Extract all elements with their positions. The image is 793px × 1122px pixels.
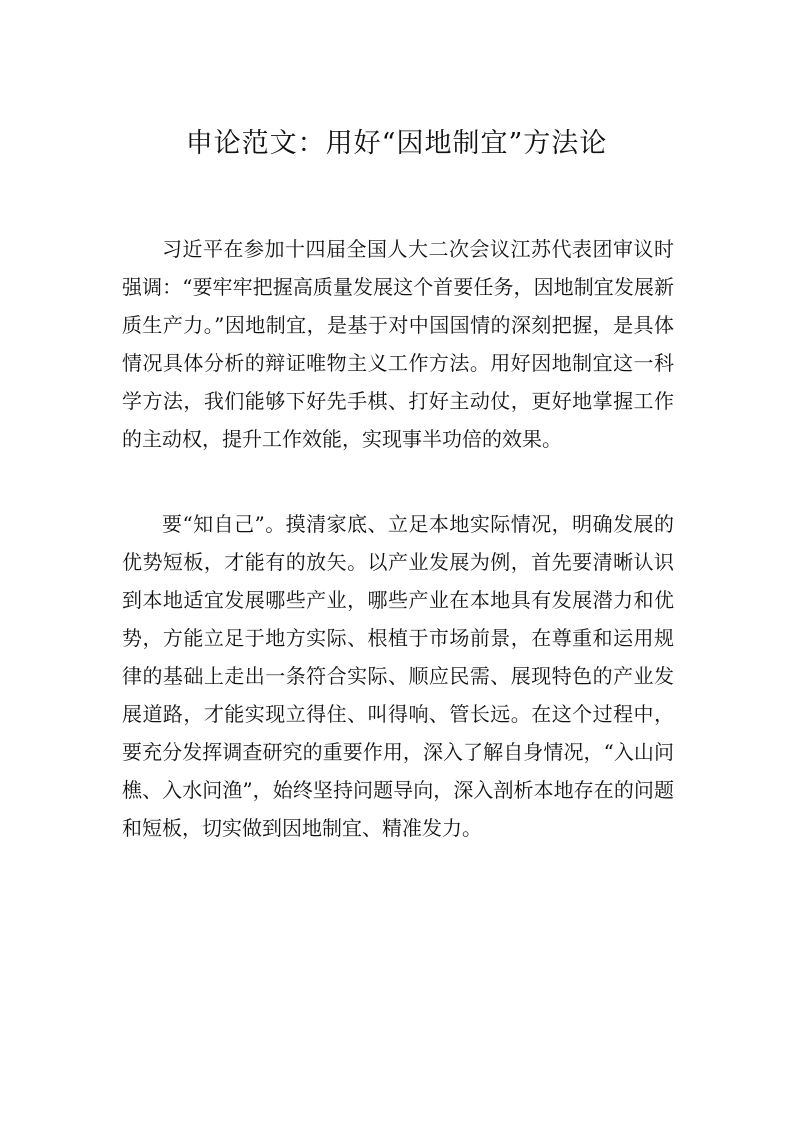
document-title: 申论范文：用好“因地制宜”方法论	[185, 128, 608, 159]
paragraph: 要“知自己”。摸清家底、立足本地实际情况，明确发展的优势短板，才能有的放矢。以产业发展为例，首先要清晰认识到本地适宜发展哪些产业，哪些产业在本地具有发展潜力和优势，方能立足于地方实际、根植于市场前景，在尊重和运用规律的基础上走出一条符合实际、顺应民需、展现特色的产业发展道路，才能实现立得住、叫得响、管长远。在这个过程中，要充分发挥调查研究的重要作用，深入了解自身情况，“入山问樵、入水问渔”，始终坚持问题导向，深入剖析本地存在的问题和短板，切实做到因地制宜、精准发力。	[122, 512, 674, 840]
document-body	[122, 230, 674, 894]
paragraph: 习近平在参加十四届全国人大二次会议江苏代表团审议时强调：“要牢牢把握高质量发展这个首要任务，因地制宜发展新质生产力。”因地制宜，是基于对中国国情的深刻把握，是具体情况具体分析的辩证唯物主义工作方法。用好因地制宜这一科学方法，我们能够下好先手棋、打好主动仗，更好地掌握工作的主动权，提升工作效能，实现事半功倍的效果。	[122, 237, 674, 451]
